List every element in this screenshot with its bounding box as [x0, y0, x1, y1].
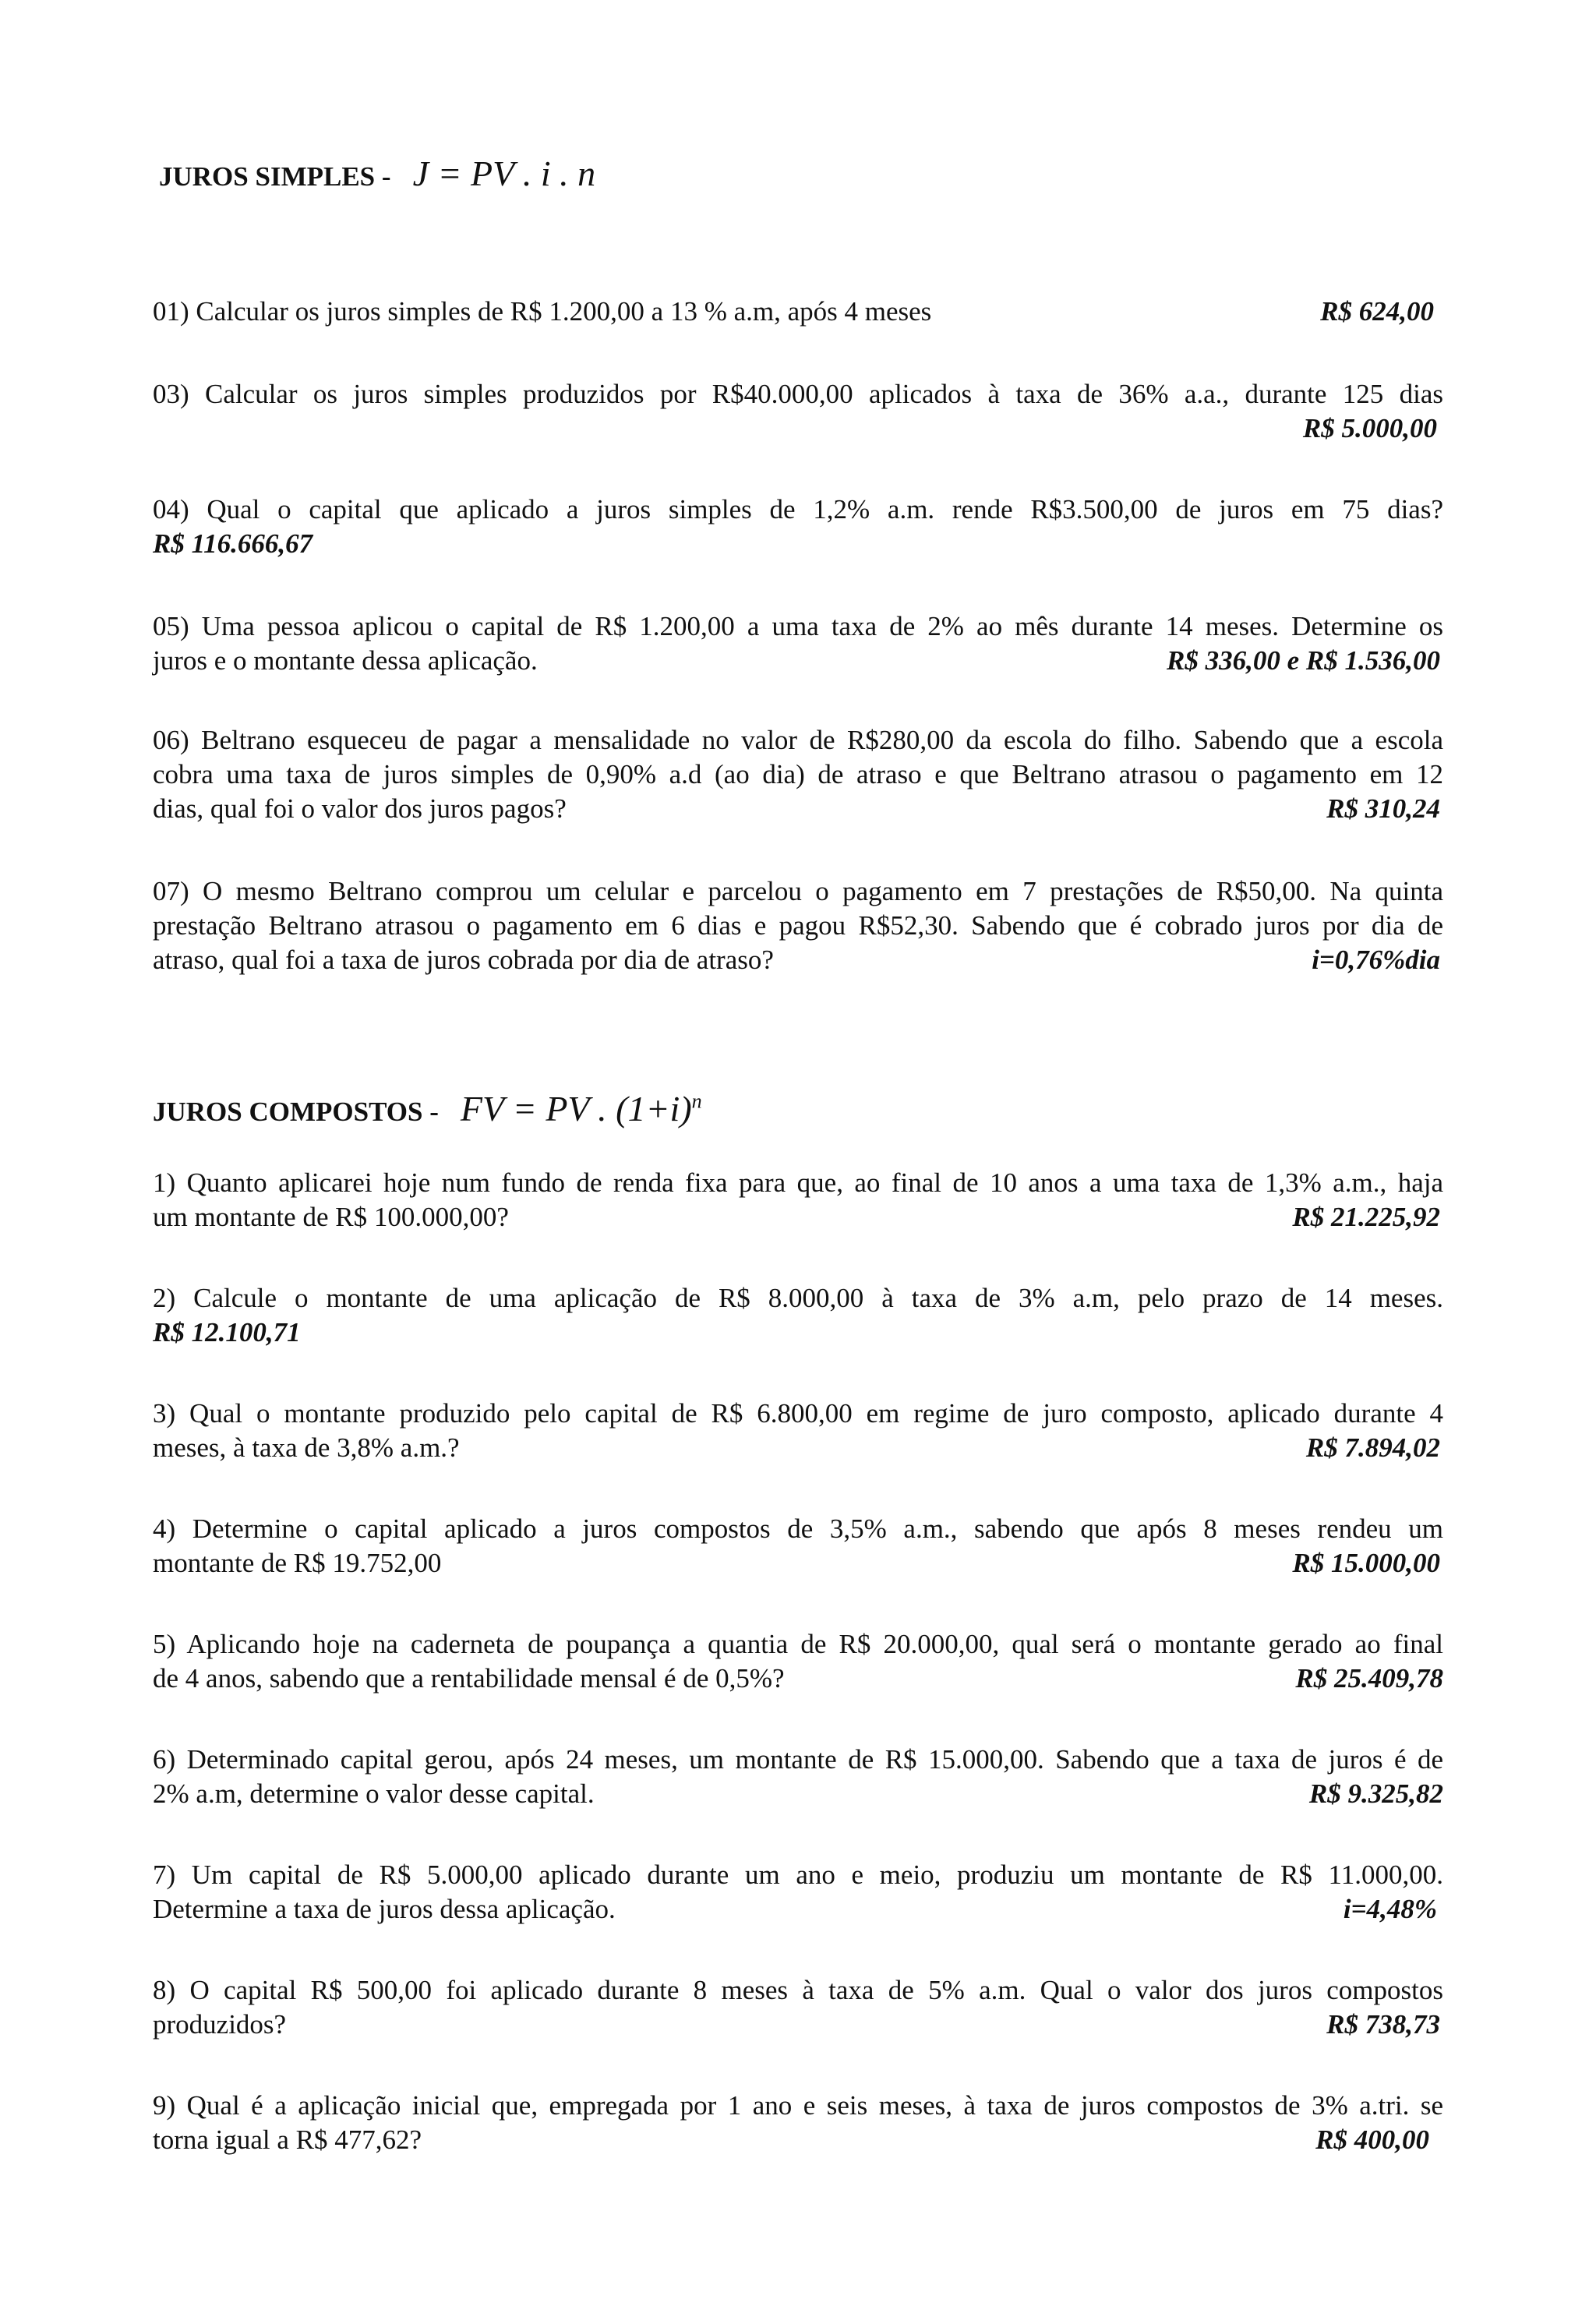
compostos-problem-3 — [153, 1397, 1443, 1465]
problem-line: 2% a.m, determine o valor desse capital. — [153, 1778, 595, 1809]
problem-text: 03) Calcular os juros simples produzidos por R$40.000,00 aplicados à taxa de 36% a.a., durante 125 dias — [153, 379, 1443, 409]
problem-answer: R$ 336,00 e R$ 1.536,00 — [1167, 645, 1440, 676]
problem-answer: R$ 21.225,92 — [1292, 1202, 1440, 1232]
problem-line: 8) O capital R$ 500,00 foi aplicado durante 8 meses à taxa de 5% a.m. Qual o valor dos juros compostos — [153, 1975, 1443, 2005]
problem-line: de 4 anos, sabendo que a rentabilidade mensal é de 0,5%? — [153, 1663, 785, 1694]
problem-line: 3) Qual o montante produzido pelo capital de R$ 6.800,00 em regime de juro composto, aplicado durante 4 — [153, 1398, 1443, 1429]
juros-compostos-heading — [153, 1088, 702, 1129]
compostos-problem-2 — [153, 1281, 1443, 1350]
problem-answer: R$ 738,73 — [1326, 2009, 1440, 2040]
juros-compostos-label: JUROS COMPOSTOS - — [153, 1097, 439, 1127]
simples-problem-04 — [153, 493, 1443, 561]
problem-answer: R$ 5.000,00 — [1302, 413, 1437, 443]
problem-answer: R$ 25.409,78 — [1295, 1663, 1443, 1694]
problem-line: um montante de R$ 100.000,00? — [153, 1202, 509, 1232]
problem-line: atraso, qual foi a taxa de juros cobrada por dia de atraso? — [153, 945, 774, 975]
problem-line: meses, à taxa de 3,8% a.m.? — [153, 1432, 460, 1463]
problem-answer: i=0,76%dia — [1312, 945, 1440, 975]
problem-text: 04) Qual o capital que aplicado a juros simples de 1,2% a.m. rende R$3.500,00 de juros em 75 dias? — [153, 494, 1443, 524]
problem-line: 5) Aplicando hoje na caderneta de poupança a quantia de R$ 20.000,00, qual será o montante gerado ao final — [153, 1629, 1443, 1659]
problem-line: prestação Beltrano atrasou o pagamento em 6 dias e pagou R$52,30. Sabendo que é cobrado juros por dia de — [153, 910, 1443, 941]
compostos-problem-5 — [153, 1627, 1443, 1696]
problem-line: dias, qual foi o valor dos juros pagos? — [153, 793, 567, 824]
formula-base: FV = PV . (1+i) — [460, 1089, 692, 1128]
compostos-problem-9 — [153, 2089, 1443, 2157]
simples-problem-01 — [153, 295, 1443, 329]
compostos-problem-1 — [153, 1166, 1443, 1234]
compostos-problem-6 — [153, 1743, 1443, 1811]
problem-text: 01) Calcular os juros simples de R$ 1.200,00 a 13 % a.m, após 4 meses — [153, 296, 932, 327]
problem-line: 1) Quanto aplicarei hoje num fundo de renda fixa para que, ao final de 10 anos a uma taxa de 1,3% a.m., haja — [153, 1167, 1443, 1198]
compostos-problem-8 — [153, 1973, 1443, 2042]
problem-line: torna igual a R$ 477,62? — [153, 2124, 422, 2155]
problem-answer: R$ 9.325,82 — [1308, 1778, 1443, 1809]
compostos-problem-4 — [153, 1512, 1443, 1581]
juros-simples-formula: J = PV . i . n — [412, 154, 596, 193]
simples-problem-07 — [153, 874, 1443, 977]
problem-line: 4) Determine o capital aplicado a juros compostos de 3,5% a.m., sabendo que após 8 meses rendeu um — [153, 1513, 1443, 1544]
problem-line: juros e o montante dessa aplicação. — [153, 645, 538, 676]
problem-line: Determine a taxa de juros dessa aplicação. — [153, 1894, 616, 1924]
problem-line: 6) Determinado capital gerou, após 24 meses, um montante de R$ 15.000,00. Sabendo que a taxa de juros é de — [153, 1744, 1443, 1775]
problem-answer: R$ 624,00 — [1320, 296, 1434, 327]
juros-simples-label: JUROS SIMPLES - — [159, 161, 391, 192]
problem-line: cobra uma taxa de juros simples de 0,90% a.d (ao dia) de atraso e que Beltrano atrasou o pagamento em 12 — [153, 759, 1443, 789]
problem-text: 2) Calcule o montante de uma aplicação de R$ 8.000,00 à taxa de 3% a.m, pelo prazo de 14 meses. — [153, 1283, 1443, 1313]
problem-line: 7) Um capital de R$ 5.000,00 aplicado durante um ano e meio, produziu um montante de R$ 11.000,00. — [153, 1860, 1443, 1890]
problem-line: 06) Beltrano esqueceu de pagar a mensalidade no valor de R$280,00 da escola do filho. Sabendo que a escola — [153, 725, 1443, 755]
compostos-problem-7 — [153, 1858, 1443, 1927]
problem-line: produzidos? — [153, 2009, 287, 2040]
problem-line: 05) Uma pessoa aplicou o capital de R$ 1.200,00 a uma taxa de 2% ao mês durante 14 meses. Determine os — [153, 611, 1443, 641]
juros-simples-heading — [159, 153, 595, 194]
simples-problem-05 — [153, 609, 1443, 678]
formula-exponent: n — [691, 1090, 702, 1113]
simples-problem-06 — [153, 723, 1443, 826]
problem-answer: R$ 7.894,02 — [1305, 1432, 1440, 1463]
problem-line: 9) Qual é a aplicação inicial que, empregada por 1 ano e seis meses, à taxa de juros compostos de 3% a.tri. se — [153, 2090, 1443, 2121]
simples-problem-03 — [153, 377, 1443, 446]
problem-answer: R$ 310,24 — [1326, 793, 1440, 824]
juros-compostos-formula — [461, 1088, 702, 1129]
problem-answer: R$ 116.666,67 — [153, 528, 313, 559]
problem-line: montante de R$ 19.752,00 — [153, 1548, 442, 1578]
problem-answer: i=4,48% — [1343, 1894, 1437, 1924]
problem-answer: R$ 12.100,71 — [153, 1317, 301, 1347]
problem-answer: R$ 400,00 — [1315, 2124, 1429, 2155]
problem-line: 07) O mesmo Beltrano comprou um celular e parcelou o pagamento em 7 prestações de R$50,00. Na quinta — [153, 876, 1443, 906]
problem-answer: R$ 15.000,00 — [1292, 1548, 1440, 1578]
